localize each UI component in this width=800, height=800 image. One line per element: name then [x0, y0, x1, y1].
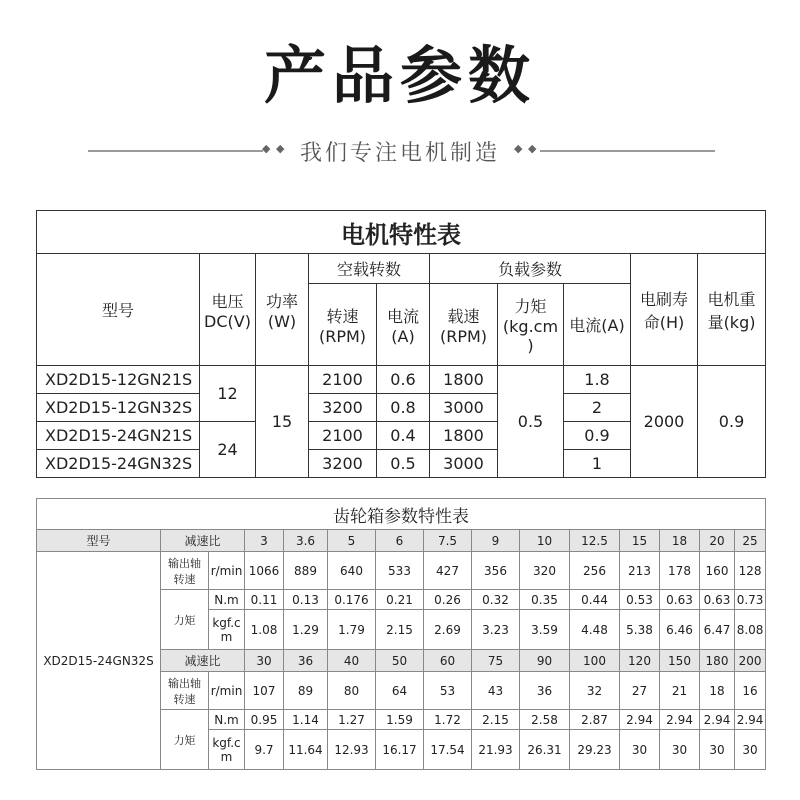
load-current-header: 电流(A)	[564, 284, 631, 366]
speed-cell: 2100	[309, 422, 377, 450]
output-shaft-label-line2: 转速	[173, 692, 196, 706]
kgf-cell: 30	[620, 730, 660, 770]
kgf-cell: 2.15	[376, 610, 424, 650]
rpm-cell: 107	[245, 672, 284, 710]
kgf-unit-line1: kgf.c	[212, 735, 241, 750]
kgf-cell: 12.93	[328, 730, 376, 770]
kgf-unit-line1: kgf.c	[212, 615, 241, 630]
power-header: 功率 (W)	[256, 254, 309, 366]
gear-model-cell: XD2D15-24GN32S	[37, 552, 161, 770]
rpm-cell: 640	[328, 552, 376, 590]
page-title: 产品参数	[263, 39, 536, 112]
rpm-cell: 889	[284, 552, 328, 590]
current-header: 电流 (A)	[377, 284, 430, 366]
rpm-cell: 213	[620, 552, 660, 590]
kgf-unit	[209, 610, 245, 650]
current-cell: 0.6	[377, 366, 430, 394]
nm-cell: 2.94	[735, 710, 766, 730]
kgf-cell: 3.59	[520, 610, 570, 650]
nm-cell: 0.11	[245, 590, 284, 610]
load-speed-cell: 3000	[430, 394, 498, 422]
load-speed-cell: 1800	[430, 422, 498, 450]
nm-cell: 1.72	[424, 710, 472, 730]
ratio-cell: 3.6	[284, 530, 328, 552]
current-cell: 0.8	[377, 394, 430, 422]
model-cell: XD2D15-12GN21S	[37, 366, 200, 394]
weight-cell: 0.9	[698, 366, 766, 478]
ratio-cell: 120	[620, 650, 660, 672]
model-cell: XD2D15-12GN32S	[37, 394, 200, 422]
ratio-cell: 18	[660, 530, 700, 552]
output-shaft-label	[161, 552, 209, 590]
rpm-unit: r/min	[209, 672, 245, 710]
ratio-cell: 3	[245, 530, 284, 552]
rpm-cell: 27	[620, 672, 660, 710]
kgf-cell: 29.23	[570, 730, 620, 770]
nm-cell: 1.27	[328, 710, 376, 730]
nm-cell: 2.94	[620, 710, 660, 730]
nm-cell: 0.13	[284, 590, 328, 610]
brush-life-header: 电刷寿 命(H)	[631, 254, 698, 366]
ratio-cell: 100	[570, 650, 620, 672]
kgf-cell: 2.69	[424, 610, 472, 650]
ratio-row	[37, 530, 766, 552]
nm-unit: N.m	[209, 590, 245, 610]
speed-cell: 2100	[309, 366, 377, 394]
gear-table-title: 齿轮箱参数特性表	[37, 499, 766, 530]
model-header: 型号	[37, 254, 200, 366]
nm-cell: 0.32	[472, 590, 520, 610]
rpm-cell: 256	[570, 552, 620, 590]
kgf-unit	[209, 730, 245, 770]
nm-cell: 0.95	[245, 710, 284, 730]
left-diamond-ornament: ◆ ◆	[262, 142, 286, 155]
output-shaft-label-line2: 转速	[173, 572, 196, 586]
kgf-cell: 6.47	[700, 610, 735, 650]
model-cell: XD2D15-24GN21S	[37, 422, 200, 450]
nm-cell: 0.63	[660, 590, 700, 610]
rpm-cell: 89	[284, 672, 328, 710]
kgf-cell: 9.7	[245, 730, 284, 770]
ratio-label: 减速比	[161, 530, 245, 552]
no-load-header: 空载转数	[309, 254, 430, 284]
motor-characteristics-table	[36, 210, 766, 478]
voltage-cell: 24	[200, 422, 256, 478]
nm-cell: 0.44	[570, 590, 620, 610]
nm-cell: 0.176	[328, 590, 376, 610]
ratio-cell: 36	[284, 650, 328, 672]
rpm-cell: 64	[376, 672, 424, 710]
kgf-cell: 17.54	[424, 730, 472, 770]
nm-cell: 2.94	[660, 710, 700, 730]
nm-cell: 2.94	[700, 710, 735, 730]
load-current-cell: 0.9	[564, 422, 631, 450]
nm-cell: 1.59	[376, 710, 424, 730]
current-cell: 0.5	[377, 450, 430, 478]
kgf-cell: 30	[660, 730, 700, 770]
kgf-cell: 5.38	[620, 610, 660, 650]
kgf-cell: 11.64	[284, 730, 328, 770]
gearbox-parameters-table	[36, 498, 766, 770]
output-speed-row	[37, 552, 766, 590]
ratio-cell: 12.5	[570, 530, 620, 552]
ratio-cell: 40	[328, 650, 376, 672]
load-speed-cell: 3000	[430, 450, 498, 478]
right-divider-line	[540, 150, 715, 152]
load-current-cell: 1.8	[564, 366, 631, 394]
rpm-cell: 36	[520, 672, 570, 710]
nm-cell: 0.73	[735, 590, 766, 610]
rpm-cell: 18	[700, 672, 735, 710]
ratio-cell: 50	[376, 650, 424, 672]
subtitle: 我们专注电机制造	[299, 141, 500, 166]
load-current-cell: 2	[564, 394, 631, 422]
rpm-cell: 178	[660, 552, 700, 590]
output-shaft-label-line1: 输出轴	[168, 676, 201, 690]
nm-unit: N.m	[209, 710, 245, 730]
kgf-cell: 4.48	[570, 610, 620, 650]
kgf-cell: 30	[700, 730, 735, 770]
ratio-cell: 25	[735, 530, 766, 552]
kgf-cell: 26.31	[520, 730, 570, 770]
rpm-cell: 21	[660, 672, 700, 710]
ratio-cell: 30	[245, 650, 284, 672]
rpm-cell: 128	[735, 552, 766, 590]
kgf-cell: 6.46	[660, 610, 700, 650]
nm-cell: 2.87	[570, 710, 620, 730]
power-cell: 15	[256, 366, 309, 478]
ratio-cell: 90	[520, 650, 570, 672]
rpm-cell: 43	[472, 672, 520, 710]
weight-header: 电机重 量(kg)	[698, 254, 766, 366]
rpm-cell: 80	[328, 672, 376, 710]
kgf-cell: 30	[735, 730, 766, 770]
output-shaft-label	[161, 672, 209, 710]
ratio-cell: 7.5	[424, 530, 472, 552]
rpm-cell: 32	[570, 672, 620, 710]
rpm-cell: 533	[376, 552, 424, 590]
nm-cell: 2.15	[472, 710, 520, 730]
right-diamond-ornament: ◆ ◆	[514, 142, 538, 155]
ratio-cell: 15	[620, 530, 660, 552]
kgf-cell: 3.23	[472, 610, 520, 650]
rpm-cell: 53	[424, 672, 472, 710]
kgf-cell: 21.93	[472, 730, 520, 770]
load-current-cell: 1	[564, 450, 631, 478]
torque-label: 力矩	[161, 590, 209, 650]
brush-life-cell: 2000	[631, 366, 698, 478]
torque-cell: 0.5	[498, 366, 564, 478]
ratio-cell: 200	[735, 650, 766, 672]
rpm-cell: 320	[520, 552, 570, 590]
speed-cell: 3200	[309, 394, 377, 422]
rpm-unit: r/min	[209, 552, 245, 590]
rpm-cell: 356	[472, 552, 520, 590]
ratio-cell: 5	[328, 530, 376, 552]
kgf-cell: 1.79	[328, 610, 376, 650]
nm-cell: 2.58	[520, 710, 570, 730]
ratio-cell: 10	[520, 530, 570, 552]
kgf-unit-line2: m	[220, 749, 233, 764]
load-speed-header: 载速 (RPM)	[430, 284, 498, 366]
load-speed-cell: 1800	[430, 366, 498, 394]
nm-cell: 0.21	[376, 590, 424, 610]
kgf-cell: 16.17	[376, 730, 424, 770]
rpm-cell: 1066	[245, 552, 284, 590]
current-cell: 0.4	[377, 422, 430, 450]
rpm-cell: 16	[735, 672, 766, 710]
voltage-header: 电压 DC(V)	[200, 254, 256, 366]
ratio-cell: 9	[472, 530, 520, 552]
kgf-unit-line2: m	[220, 629, 233, 644]
torque-label: 力矩	[161, 710, 209, 770]
speed-cell: 3200	[309, 450, 377, 478]
output-shaft-label-line1: 输出轴	[168, 556, 201, 570]
speed-header: 转速 (RPM)	[309, 284, 377, 366]
ratio-cell: 6	[376, 530, 424, 552]
rpm-cell: 160	[700, 552, 735, 590]
nm-cell: 0.63	[700, 590, 735, 610]
kgf-cell: 1.08	[245, 610, 284, 650]
nm-cell: 0.53	[620, 590, 660, 610]
load-header: 负载参数	[430, 254, 631, 284]
table-row	[37, 366, 766, 394]
model-cell: XD2D15-24GN32S	[37, 450, 200, 478]
gear-model-header: 型号	[37, 530, 161, 552]
ratio-cell: 75	[472, 650, 520, 672]
rpm-cell: 427	[424, 552, 472, 590]
nm-cell: 1.14	[284, 710, 328, 730]
nm-cell: 0.26	[424, 590, 472, 610]
motor-table-title: 电机特性表	[37, 211, 766, 254]
ratio-label: 减速比	[161, 650, 245, 672]
ratio-cell: 60	[424, 650, 472, 672]
ratio-cell: 150	[660, 650, 700, 672]
ratio-cell: 180	[700, 650, 735, 672]
subtitle-banner	[0, 132, 800, 172]
voltage-cell: 12	[200, 366, 256, 422]
kgf-cell: 1.29	[284, 610, 328, 650]
ratio-cell: 20	[700, 530, 735, 552]
nm-cell: 0.35	[520, 590, 570, 610]
kgf-cell: 8.08	[735, 610, 766, 650]
torque-header: 力矩 (kg.cm )	[498, 284, 564, 366]
